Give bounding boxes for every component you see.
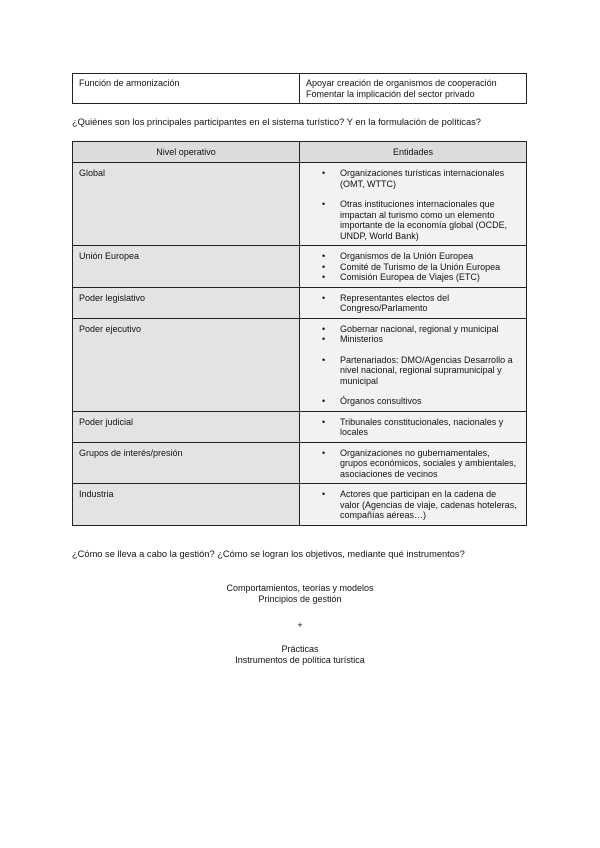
entities-list <box>340 168 518 241</box>
level-cell: Poder legislativo <box>73 287 300 318</box>
harmonization-value: Fomentar la implicación del sector privado <box>306 89 475 99</box>
summary-line: Prácticas <box>281 644 319 654</box>
table-header-row <box>73 142 527 163</box>
list-item: • Actores que participan en la cadena de valor (Agencias de viaje, cadenas hoteleras, compañías aéreas…) <box>340 489 518 521</box>
summary-plus: + <box>297 620 303 630</box>
entities-list <box>340 417 518 438</box>
level-cell: Poder judicial <box>73 411 300 442</box>
entities-cell <box>300 318 527 411</box>
harmonization-table <box>72 73 527 104</box>
level-cell: Poder ejecutivo <box>73 318 300 411</box>
list-item: • Otras instituciones internacionales que impactan al turismo como un elemento importante de la economía global (OCDE, UNDP, World Bank) <box>340 199 518 241</box>
level-cell: Grupos de interés/presión <box>73 442 300 484</box>
table-row <box>73 318 527 411</box>
table-row <box>73 287 527 318</box>
list-item: • Partenariados: DMO/Agencias Desarrollo a nivel nacional, regional supramunicipal y municipal <box>340 355 518 387</box>
harmonization-value: Apoyar creación de organismos de cooperación <box>306 78 497 88</box>
table-row <box>73 411 527 442</box>
entities-cell <box>300 442 527 484</box>
entities-cell <box>300 246 527 288</box>
level-cell: Global <box>73 163 300 246</box>
list-item: • Organismos de la Unión Europea <box>340 251 518 262</box>
entities-cell <box>300 411 527 442</box>
summary-theory <box>0 583 600 605</box>
entities-list <box>340 324 518 407</box>
entities-cell <box>300 163 527 246</box>
list-item: • Gobernar nacional, regional y municipal <box>340 324 518 335</box>
table-row <box>73 442 527 484</box>
summary-line: Comportamientos, teorías y modelos <box>226 583 374 593</box>
participants-table <box>72 141 527 526</box>
list-item: • Organizaciones no gubernamentales, grupos económicos, sociales y ambientales, asociaciones de vecinos <box>340 448 518 480</box>
question-participants: ¿Quiénes son los principales participantes en el sistema turístico? Y en la formulación de políticas? <box>72 117 481 127</box>
table-row <box>73 74 527 104</box>
table-row <box>73 246 527 288</box>
list-item: • Órganos consultivos <box>340 396 518 407</box>
harmonization-values <box>300 74 527 104</box>
entities-cell <box>300 484 527 526</box>
list-item: • Comisión Europea de Viajes (ETC) <box>340 272 518 283</box>
question-management: ¿Cómo se lleva a cabo la gestión? ¿Cómo se logran los objetivos, mediante qué instrumentos? <box>72 549 465 559</box>
level-cell: Industria <box>73 484 300 526</box>
entities-list <box>340 448 518 480</box>
list-item: • Organizaciones turísticas internacionales (OMT, WTTC) <box>340 168 518 189</box>
table-row <box>73 484 527 526</box>
level-cell: Unión Europea <box>73 246 300 288</box>
summary-line: Instrumentos de política turística <box>235 655 365 665</box>
list-item: • Representantes electos del Congreso/Parlamento <box>340 293 518 314</box>
summary-practice <box>0 644 600 666</box>
summary-line: Principios de gestión <box>258 594 342 604</box>
entities-cell <box>300 287 527 318</box>
harmonization-label: Función de armonización <box>73 74 300 104</box>
list-item: • Comité de Turismo de la Unión Europea <box>340 262 518 273</box>
list-item: • Ministerios <box>340 334 518 345</box>
table-row <box>73 163 527 246</box>
list-item: • Tribunales constitucionales, nacionales y locales <box>340 417 518 438</box>
entities-list <box>340 251 518 283</box>
entities-list <box>340 293 518 314</box>
header-entidades: Entidades <box>300 142 527 163</box>
header-nivel-operativo: Nivel operativo <box>73 142 300 163</box>
entities-list <box>340 489 518 521</box>
